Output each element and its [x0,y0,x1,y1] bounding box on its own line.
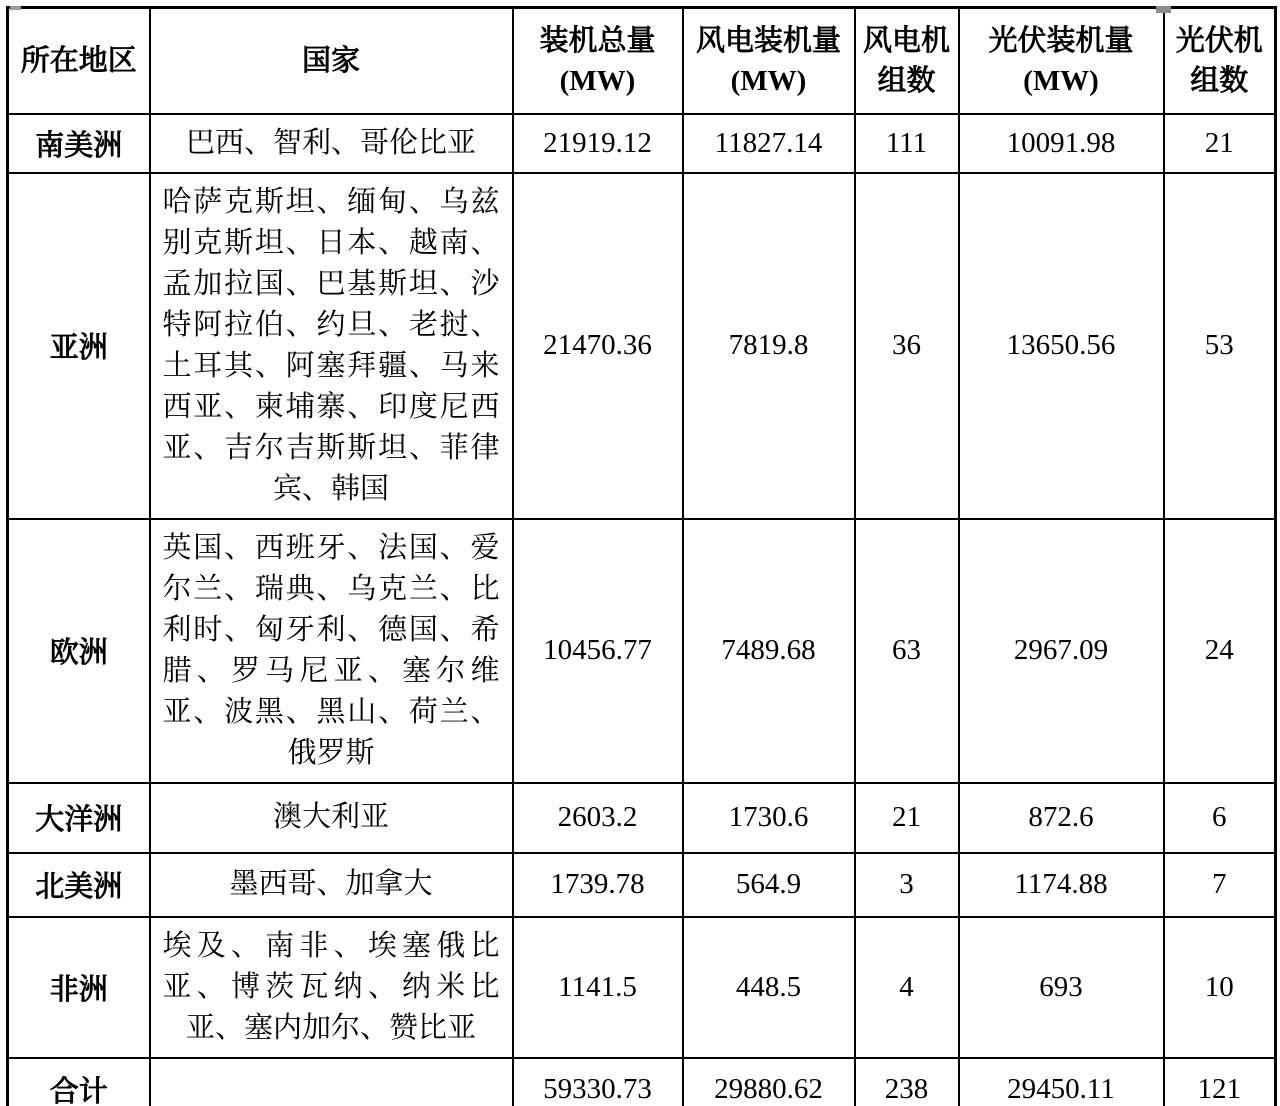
table-row-asia [8,173,1276,519]
header-total-mw [513,8,683,114]
table-handle-artifact-left [10,6,21,10]
table-row-africa [8,917,1276,1058]
header-wind-mw-label: 风电装机量 [695,24,841,57]
wind-units-cell: 111 [855,114,959,173]
region-cell: 南美洲 [8,114,150,173]
wind-mw-cell: 564.9 [683,853,855,917]
wind-units-cell: 4 [855,917,959,1058]
countries-cell: 墨西哥、加拿大 [150,853,513,917]
wind-mw-cell: 7819.8 [683,173,855,519]
header-pv-units-label: 光伏机 [1175,24,1263,57]
header-wind-units: 风电机 组数 [855,8,959,114]
countries-cell: 英国、西班牙、法国、爱尔兰、瑞典、乌克兰、比利时、匈牙利、德国、希腊、罗马尼亚、塞尔维亚、波黑、黑山、荷兰、俄罗斯 [150,519,513,783]
pv-units-cell: 7 [1164,853,1276,917]
table-row-total [8,1058,1276,1106]
table-row-oceania [8,783,1276,853]
total-mw-cell: 59330.73 [513,1058,683,1106]
countries-cell-empty [150,1058,513,1106]
total-mw-cell: 21470.36 [513,173,683,519]
region-cell: 亚洲 [8,173,150,519]
header-wind-mw-unit: (MW) [730,64,807,97]
wind-units-cell: 21 [855,783,959,853]
wind-mw-cell: 1730.6 [683,783,855,853]
total-mw-cell: 21919.12 [513,114,683,173]
pv-units-cell: 21 [1164,114,1276,173]
total-mw-cell: 1141.5 [513,917,683,1058]
pv-units-cell: 24 [1164,519,1276,783]
wind-mw-cell: 448.5 [683,917,855,1058]
table-row-europe [8,519,1276,783]
table-row-north-america [8,853,1276,917]
wind-mw-cell: 7489.68 [683,519,855,783]
wind-units-cell: 36 [855,173,959,519]
header-country [150,8,513,114]
header-total-mw-unit: (MW) [559,64,636,97]
total-mw-cell: 2603.2 [513,783,683,853]
total-mw-cell: 1739.78 [513,853,683,917]
pv-mw-cell: 2967.09 [959,519,1164,783]
pv-mw-cell: 13650.56 [959,173,1164,519]
header-pv-mw-label: 光伏装机量 [988,24,1134,57]
header-pv-mw [959,8,1164,114]
wind-mw-cell: 29880.62 [683,1058,855,1106]
wind-mw-cell: 11827.14 [683,114,855,173]
table-row-south-america [8,114,1276,173]
pv-units-cell: 10 [1164,917,1276,1058]
header-country-label: 国家 [301,44,360,77]
pv-units-cell: 53 [1164,173,1276,519]
pv-mw-cell: 29450.11 [959,1058,1164,1106]
region-cell: 大洋洲 [8,783,150,853]
header-pv-mw-unit: (MW) [1023,64,1099,97]
wind-units-cell: 63 [855,519,959,783]
countries-cell: 哈萨克斯坦、缅甸、乌兹别克斯坦、日本、越南、孟加拉国、巴基斯坦、沙特阿拉伯、约旦、老挝、土耳其、阿塞拜疆、马来西亚、柬埔寨、印度尼西亚、吉尔吉斯斯坦、菲律宾、韩国 [150,173,513,519]
header-wind-units-label: 风电机 [862,24,950,57]
installed-capacity-table [6,6,1277,1106]
total-label-cell: 合计 [8,1058,150,1106]
region-cell: 北美洲 [8,853,150,917]
header-region-label: 所在地区 [20,44,137,77]
header-wind-mw [683,8,855,114]
wind-units-cell: 238 [855,1058,959,1106]
header-row [8,8,1276,114]
header-region [8,8,150,114]
header-pv-units: 光伏机 组数 [1164,8,1276,114]
region-cell: 非洲 [8,917,150,1058]
pv-mw-cell: 872.6 [959,783,1164,853]
countries-cell: 巴西、智利、哥伦比亚 [150,114,513,173]
wind-units-cell: 3 [855,853,959,917]
table-handle-artifact-right [1156,6,1171,13]
countries-cell: 澳大利亚 [150,783,513,853]
pv-units-cell: 121 [1164,1058,1276,1106]
pv-mw-cell: 1174.88 [959,853,1164,917]
pv-mw-cell: 693 [959,917,1164,1058]
pv-units-cell: 6 [1164,783,1276,853]
pv-mw-cell: 10091.98 [959,114,1164,173]
total-mw-cell: 10456.77 [513,519,683,783]
document-page [0,6,1280,1106]
countries-cell: 埃及、南非、埃塞俄比亚、博茨瓦纳、纳米比亚、塞内加尔、赞比亚 [150,917,513,1058]
header-total-mw-label: 装机总量 [539,24,656,57]
region-cell: 欧洲 [8,519,150,783]
